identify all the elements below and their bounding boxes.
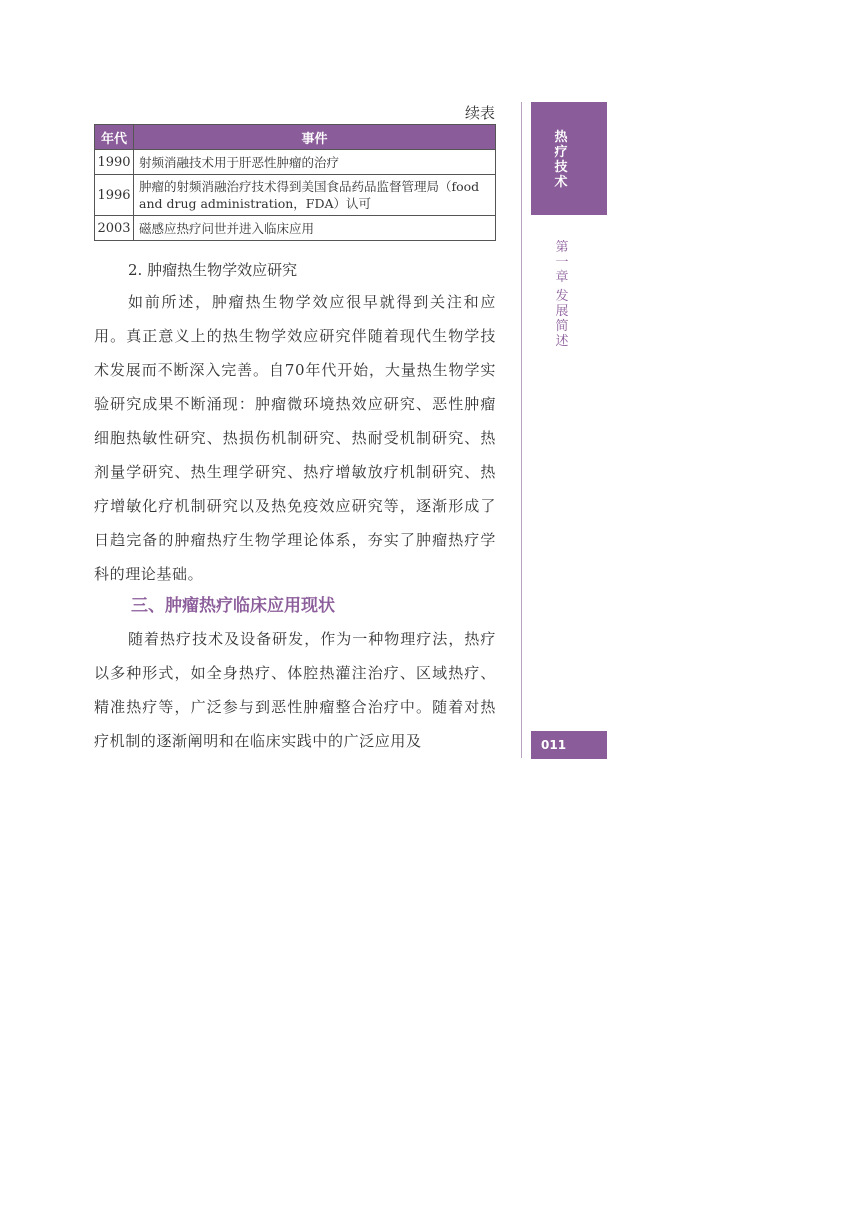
table-cell-year: 1996 — [95, 175, 134, 216]
table-header-row — [95, 125, 496, 150]
body-paragraph-1: 如前所述，肿瘤热生物学效应很早就得到关注和应用。真正意义上的热生物学效应研究伴随着现代生物学技术发展而不断深入完善。自70年代开始，大量热生物学实验研究成果不断涌现：肿瘤微环境热效应研究、恶性肿瘤细胞热敏性研究、热损伤机制研究、热耐受机制研究、热剂量学研究、热生理学研究、热疗增敏放疗机制研究、热疗增敏化疗机制研究以及热免疫效应研究等，逐渐形成了日趋完备的肿瘤热疗生物学理论体系，夯实了肿瘤热疗学科的理论基础。 — [94, 293, 496, 583]
table-header-event: 事件 — [134, 125, 496, 150]
chapter-number: 第一章 — [555, 240, 569, 285]
page-number: 011 — [531, 731, 607, 759]
margin-divider — [521, 102, 522, 758]
body-paragraph-2: 随着热疗技术及设备研发，作为一种物理疗法，热疗以多种形式，如全身热疗、体腔热灌注治疗、区域热疗、精准热疗等，广泛参与到恶性肿瘤整合治疗中。随着对热疗机制的逐渐阐明和在临床实践中的广泛应用及 — [94, 630, 496, 750]
table-continued-label: 续表 — [464, 104, 495, 122]
table-cell-event: 射频消融技术用于肝恶性肿瘤的治疗 — [134, 150, 496, 175]
table-row — [95, 175, 496, 216]
subsection-title: 2. 肿瘤热生物学效应研究 — [128, 261, 298, 279]
table-cell-event: 肿瘤的射频消融治疗技术得到美国食品药品监督管理局（food and drug administration，FDA）认可 — [134, 175, 496, 216]
table-cell-year: 1990 — [95, 150, 134, 175]
chapter-label — [553, 240, 571, 349]
book-title: 热疗技术 — [554, 130, 568, 190]
table-cell-year: 2003 — [95, 216, 134, 241]
section-title: 三、肿瘤热疗临床应用现状 — [131, 596, 335, 616]
table-row — [95, 150, 496, 175]
book-title-tab — [531, 102, 607, 215]
table-header-year: 年代 — [95, 125, 134, 150]
events-table — [94, 124, 496, 241]
chapter-title: 发展简述 — [555, 289, 569, 349]
table-row — [95, 216, 496, 241]
table-cell-event: 磁感应热疗问世并进入临床应用 — [134, 216, 496, 241]
